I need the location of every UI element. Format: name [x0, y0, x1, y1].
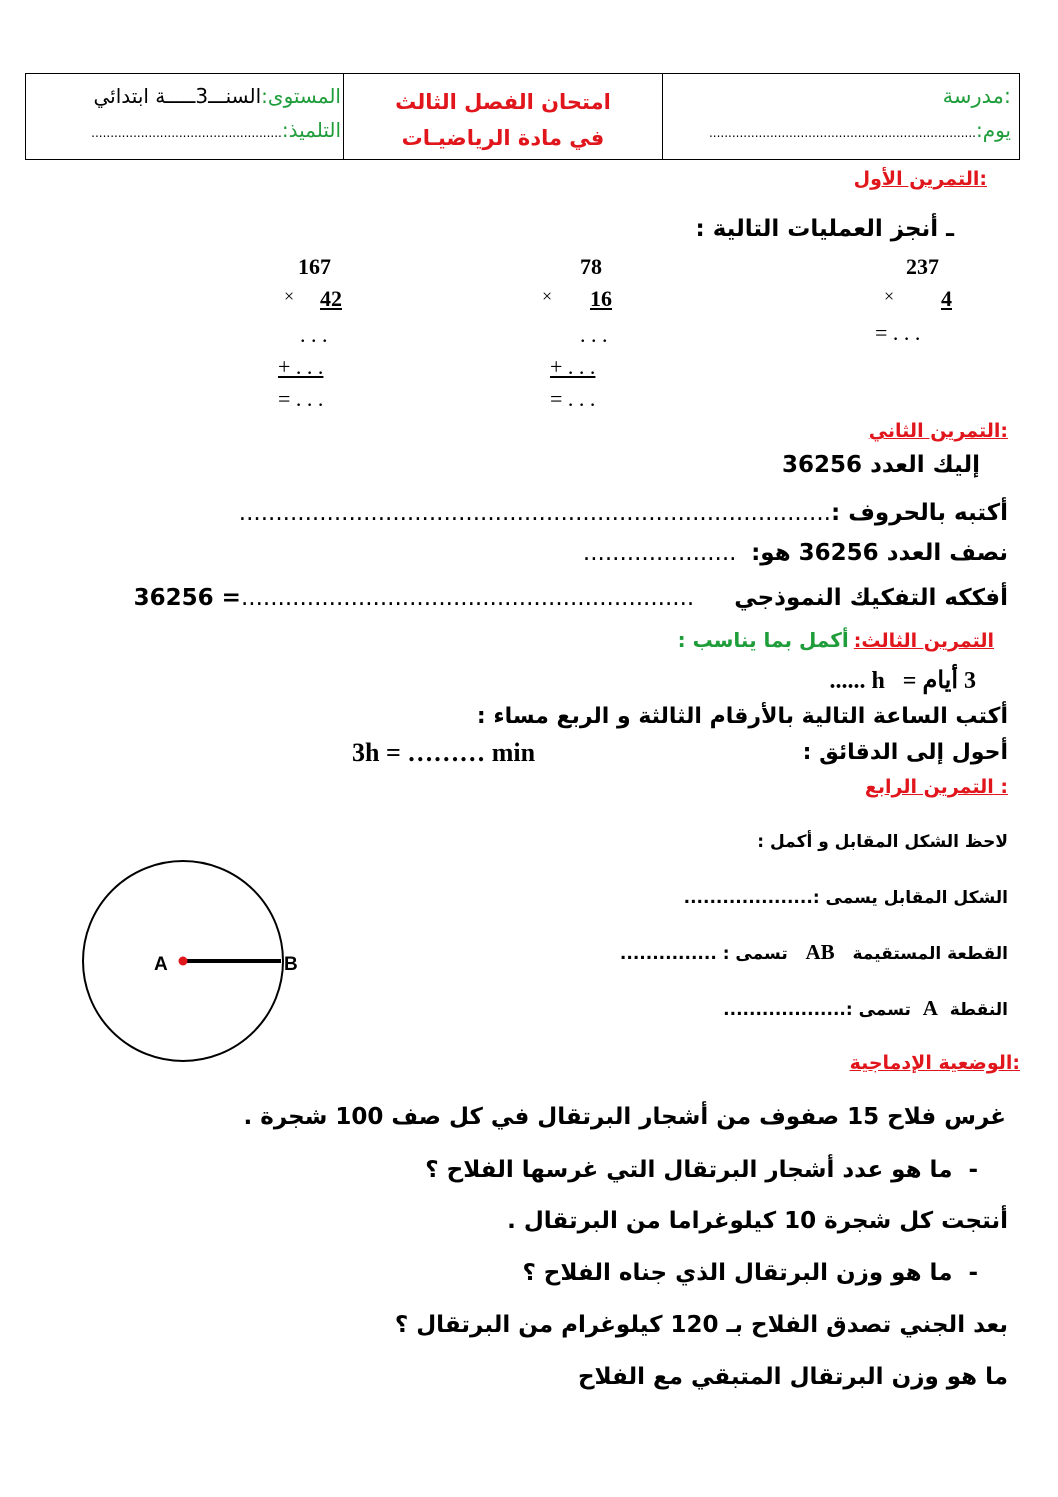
op2-top: 78: [580, 254, 602, 279]
segment-name: AB: [805, 940, 835, 964]
op1-mult: 4: [941, 286, 952, 311]
q1-text: ما هو عدد أشجار البرتقال التي غرسها الفلاح ؟: [425, 1157, 953, 1183]
circle-figure: [70, 850, 310, 1080]
ex2-heading: التمرين الثاني:: [868, 420, 1008, 442]
write-letters-label: أكتبه بالحروف :: [830, 500, 1008, 526]
op3-line2: + . . .: [278, 354, 324, 379]
ex3-days: [829, 666, 976, 695]
half-label: نصف العدد 36256 هو:: [751, 540, 1008, 566]
op1-sign: ×: [884, 286, 895, 306]
day-label: يوم:: [975, 118, 1011, 142]
shape-name-label: الشكل المقابل يسمى :: [812, 888, 1008, 908]
q2-dash: -: [968, 1260, 978, 1286]
header-table: [25, 73, 1020, 160]
integration-q2: [522, 1260, 978, 1286]
integration-q1: [425, 1157, 978, 1183]
days-rhs: ...... h: [829, 668, 885, 694]
q1-dash: -: [968, 1157, 978, 1183]
write-letters-dots: .................................................................................: [238, 500, 831, 526]
op3-mult: 42: [320, 286, 342, 311]
ex2-given: إليك العدد 36256: [782, 452, 980, 478]
op3-result: = . . .: [278, 386, 324, 411]
exam-title-line2: في مادة الرياضيـات: [401, 126, 605, 150]
level-label: المستوى:: [261, 84, 341, 108]
days-label: 3 أيام =: [902, 668, 976, 694]
op2-sign: ×: [542, 286, 553, 306]
ex3-heading: التمرين الثالث:: [853, 630, 994, 652]
ex2-decompose: [134, 585, 1008, 611]
day-dots: ......................................................................: [708, 126, 976, 140]
ex2-write-letters: [239, 500, 1008, 526]
ex4-point: [723, 996, 1008, 1021]
ex1-heading: التمرين الأول:: [853, 168, 987, 190]
center-point: [179, 957, 188, 966]
decompose-dots: ..............................................................: [240, 585, 695, 611]
header-divider: [662, 74, 663, 159]
point-called: تسمى :: [845, 1000, 911, 1020]
ex3-convert-rhs: 3h = ……… min: [352, 738, 536, 767]
student-dots: ..................................................: [91, 126, 282, 140]
ex3-time: أكتب الساعة التالية بالأرقام الثالثة و الربع مساء :: [476, 704, 1008, 729]
level-value: السنـــ3ـــــة ابتدائي: [93, 84, 262, 108]
q2-text: ما هو وزن البرتقال الذي جناه الفلاح ؟: [522, 1260, 953, 1286]
op2-line2: + . . .: [550, 354, 596, 379]
integration-line1: غرس فلاح 15 صفوف من أشجار البرتقال في كل صف 100 شجرة .: [243, 1104, 1006, 1130]
level-field: [94, 84, 342, 108]
ex4-observe: لاحظ الشكل المقابل و أكمل :: [757, 832, 1008, 852]
segment-called: تسمى :: [722, 944, 788, 964]
decompose-label: أفككه التفكيك النموذجي: [734, 585, 1008, 611]
op1-top: 237: [906, 254, 939, 279]
op2-line1: . . .: [580, 322, 608, 347]
ex3-header: [678, 628, 994, 652]
school-label: مدرسة:: [942, 84, 1011, 108]
decompose-eq: = 36256: [133, 585, 241, 611]
ex4-segment: [620, 940, 1008, 965]
op2-mult: 16: [590, 286, 612, 311]
label-b: B: [284, 954, 298, 975]
point-label: النقطة: [949, 1000, 1008, 1020]
ex4-shape: [684, 888, 1008, 908]
ex4-heading: التمرين الرابع :: [864, 776, 1008, 798]
ex3-convert-label: أحول إلى الدقائق :: [802, 740, 1008, 765]
op2-result: = . . .: [550, 386, 596, 411]
segment-label: القطعة المستقيمة: [852, 944, 1008, 964]
ex1-instruction: ـ أنجز العمليات التالية :: [695, 216, 954, 242]
point-name: A: [922, 996, 938, 1020]
op3-sign: ×: [284, 286, 295, 306]
student-field: [91, 118, 341, 142]
op1-result: = . . .: [875, 320, 921, 345]
ex3-subheading: أكمل بما يناسب :: [677, 628, 849, 652]
op3-top: 167: [298, 254, 331, 279]
student-label: التلميذ:: [281, 118, 341, 142]
point-dots: ...................: [723, 1000, 846, 1020]
label-a: A: [154, 954, 168, 975]
half-dots: .....................: [582, 540, 737, 566]
integration-line4: ما هو وزن البرتقال المتبقي مع الفلاح: [577, 1364, 1008, 1390]
segment-dots: ...............: [619, 944, 717, 964]
day-field: [709, 118, 1011, 142]
exam-title-line1: امتحان الفصل الثالث: [395, 90, 611, 114]
integration-line3: بعد الجني تصدق الفلاح بـ 120 كيلوغرام من البرتقال ؟: [394, 1312, 1008, 1338]
integration-heading: الوضعية الإدماجية:: [849, 1052, 1020, 1074]
shape-dots: ....................: [683, 888, 813, 908]
integration-line2: أنتجت كل شجرة 10 كيلوغراما من البرتقال .: [507, 1208, 1008, 1234]
ex2-half: [583, 540, 1008, 566]
op3-line1: . . .: [300, 322, 328, 347]
